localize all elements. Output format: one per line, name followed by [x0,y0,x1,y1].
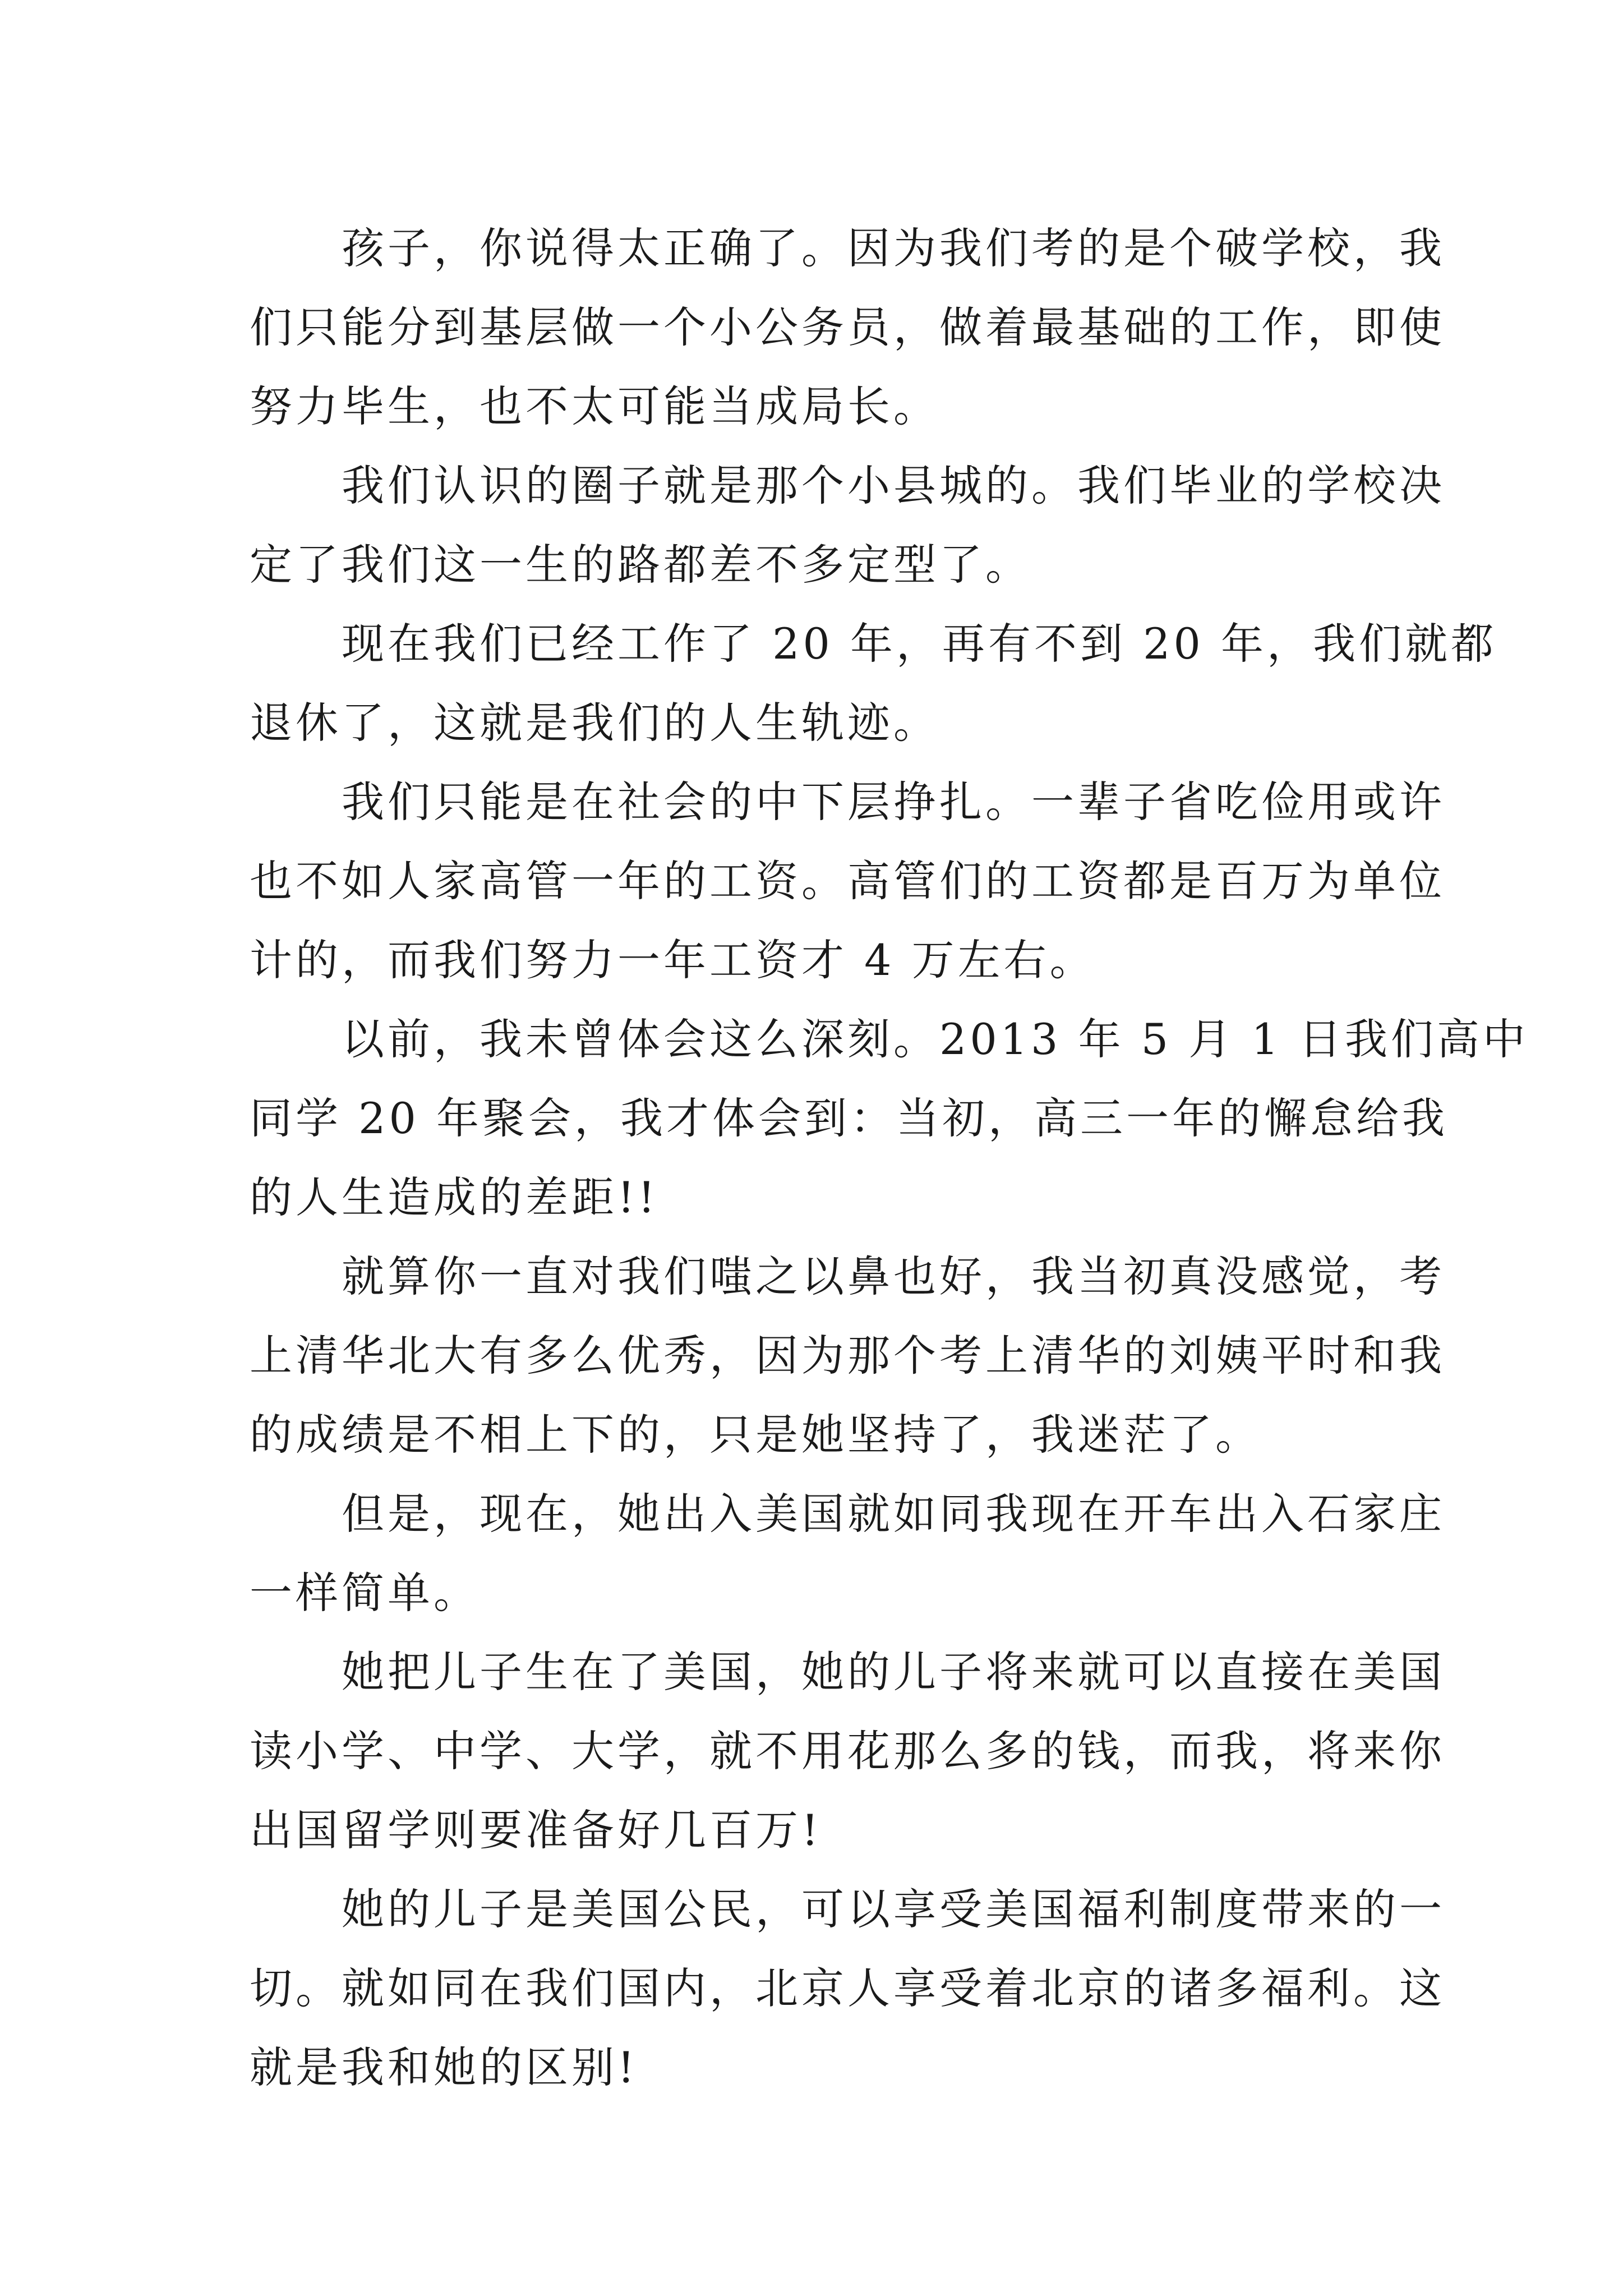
paragraph-line: 同学 20 年聚会，我才体会到：当初，高三一年的懈怠给我 [250,1093,1449,1143]
paragraph-line: 以前，我未曾体会这么深刻。2013 年 5 月 1 日我们高中 [342,1014,1529,1064]
paragraph-line: 现在我们已经工作了 20 年，再有不到 20 年，我们就都 [342,619,1497,669]
paragraph-line: 努力毕生，也不太可能当成局长。 [250,381,939,431]
paragraph-line: 读小学、中学、大学，就不用花那么多的钱，而我，将来你 [250,1726,1445,1776]
paragraph-line: 也不如人家高管一年的工资。高管们的工资都是百万为单位 [250,856,1445,906]
paragraph-line: 她的儿子是美国公民，可以享受美国福利制度带来的一 [342,1884,1445,1934]
paragraph-line: 上清华北大有多么优秀，因为那个考上清华的刘姨平时和我 [250,1331,1445,1381]
paragraph-line: 计的，而我们努力一年工资才 4 万左右。 [250,935,1096,985]
paragraph-line: 她把儿子生在了美国，她的儿子将来就可以直接在美国 [342,1647,1445,1697]
paragraph-line: 的成绩是不相上下的，只是她坚持了，我迷茫了。 [250,1410,1261,1460]
paragraph-4 [250,762,1445,1000]
document-body [250,209,1529,2107]
paragraph-5 [250,1000,1529,1237]
paragraph-line: 就算你一直对我们嗤之以鼻也好，我当初真没感觉，考 [342,1251,1445,1301]
paragraph-line: 出国留学则要准备好几百万! [250,1805,822,1855]
paragraph-line: 切。就如同在我们国内，北京人享受着北京的诸多福利。这 [250,1963,1445,2013]
paragraph-6 [250,1237,1445,1474]
paragraph-1 [250,209,1445,446]
paragraph-line: 们只能分到基层做一个小公务员，做着最基础的工作，即使 [250,302,1445,352]
paragraph-line: 退休了，这就是我们的人生轨迹。 [250,698,939,748]
paragraph-line: 孩子，你说得太正确了。因为我们考的是个破学校，我 [342,223,1445,273]
paragraph-line: 的人生造成的差距!! [250,1172,659,1222]
paragraph-8 [250,1632,1445,1870]
paragraph-9 [250,1870,1445,2107]
paragraph-7 [250,1474,1445,1632]
paragraph-line: 定了我们这一生的路都差不多定型了。 [250,540,1031,590]
paragraph-line: 我们认识的圈子就是那个小县城的。我们毕业的学校决 [342,461,1445,510]
paragraph-3 [250,604,1497,762]
paragraph-line: 我们只能是在社会的中下层挣扎。一辈子省吃俭用或许 [342,777,1445,827]
paragraph-line: 一样简单。 [250,1568,479,1618]
paragraph-line: 就是我和她的区别! [250,2042,638,2092]
paragraph-2 [250,446,1445,604]
paragraph-line: 但是，现在，她出入美国就如同我现在开车出入石家庄 [342,1489,1445,1539]
